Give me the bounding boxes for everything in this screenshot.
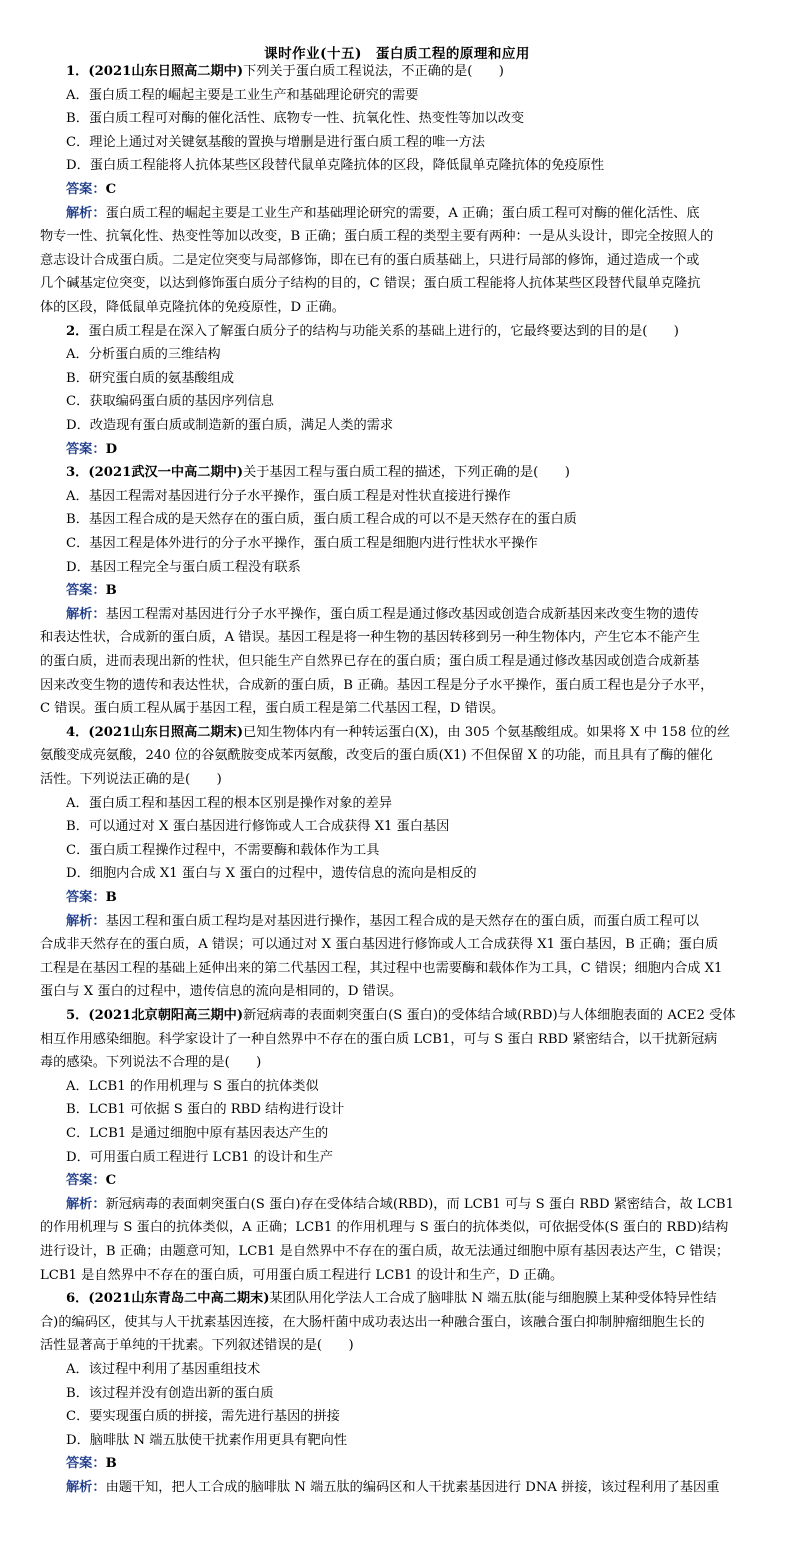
- option-item: [66, 1125, 756, 1143]
- answer-line: [66, 1455, 756, 1473]
- option-item: [66, 511, 756, 529]
- question-number: 5．: [66, 1008, 89, 1023]
- answer-line: [66, 181, 756, 199]
- option-item: [66, 795, 756, 813]
- analysis-line: [66, 205, 756, 223]
- answer-label: 答案：: [66, 182, 106, 197]
- question-stem: [66, 464, 756, 482]
- analysis-text: LCB1 是自然界中不存在的蛋白质，可用蛋白质工程进行 LCB1 的设计和生产，D 正确。: [40, 1267, 564, 1283]
- option-text: A．基因工程需对基因进行分子水平操作，蛋白质工程是对性状直接进行操作: [66, 488, 511, 504]
- question-source: (2021山东日照高二期中): [88, 64, 244, 79]
- question-stem: [40, 1314, 756, 1332]
- analysis-label: 解析：: [66, 205, 106, 221]
- option-text: A．蛋白质工程和基因工程的根本区别是操作对象的差异: [66, 795, 393, 811]
- option-item: [66, 370, 756, 388]
- question-text: 新冠病毒的表面刺突蛋白(S 蛋白)的受体结合域(RBD)与人体细胞表面的 ACE2 受体: [243, 1008, 736, 1023]
- answer-value: B: [105, 583, 117, 599]
- option-text: C．要实现蛋白质的拼接，需先进行基因的拼接: [66, 1409, 340, 1425]
- option-text: D．基因工程完全与蛋白质工程没有联系: [66, 559, 301, 575]
- question-text: 合)的编码区，使其与人干扰素基因连接，在大肠杆菌中成功表达出一种融合蛋白，该融合蛋白抑制肿瘤细胞生长的: [40, 1314, 705, 1330]
- analysis-text: 进行设计，B 正确；由题意可知，LCB1 是自然界中不存在的蛋白质，故无法通过细胞中原有基因表达产生，C 错误；: [40, 1244, 730, 1259]
- analysis-text: 和表达性状，合成新的蛋白质，A 错误。基因工程是将一种生物的基因转移到另一种生物体内，产生它本不能产生: [40, 630, 700, 646]
- answer-value: C: [105, 182, 117, 197]
- analysis-line: [40, 252, 756, 270]
- answer-line: [66, 441, 756, 459]
- answer-label: 答案：: [66, 890, 106, 905]
- answer-line: [66, 1172, 756, 1190]
- analysis-line: [40, 960, 756, 978]
- option-item: [66, 1101, 756, 1119]
- option-item: [66, 110, 756, 128]
- analysis-label: 解析：: [66, 913, 106, 929]
- analysis-line: [40, 700, 756, 718]
- option-text: B．基因工程合成的是天然存在的蛋白质，蛋白质工程合成的可以不是天然存在的蛋白质: [66, 512, 577, 528]
- option-item: [66, 559, 756, 577]
- option-item: [66, 818, 756, 836]
- option-text: C．基因工程是体外进行的分子水平操作，蛋白质工程是细胞内进行性状水平操作: [66, 536, 538, 551]
- option-item: [66, 1385, 756, 1403]
- analysis-text: 蛋白与 X 蛋白的过程中，遗传信息的流向是相同的，D 错误。: [40, 984, 403, 1000]
- option-item: [66, 134, 756, 152]
- question-text: 活性。下列说法正确的是( ): [40, 772, 222, 787]
- question-text: 某团队用化学法人工合成了脑啡肽 N 端五肽(能与细胞膜上某种受体特异性结: [269, 1291, 717, 1307]
- question-stem: [66, 724, 756, 742]
- analysis-label: 解析：: [66, 1480, 106, 1495]
- analysis-text: 基因工程需对基因进行分子水平操作，蛋白质工程是通过修改基因或创造合成新基因来改变生物的遗传: [105, 606, 699, 622]
- option-text: C．获取编码蛋白质的基因序列信息: [66, 394, 274, 410]
- analysis-line: [66, 606, 756, 624]
- option-item: [66, 1149, 756, 1167]
- option-text: D．改造现有蛋白质或制造新的蛋白质，满足人类的需求: [66, 418, 394, 433]
- option-text: B．蛋白质工程可对酶的催化活性、底物专一性、抗氧化性、热变性等加以改变: [66, 111, 525, 127]
- option-item: [66, 1361, 756, 1379]
- analysis-text: 物专一性、抗氧化性、热变性等加以改变，B 正确；蛋白质工程的类型主要有两种：一是从头设计，即完全按照人的: [40, 229, 714, 245]
- answer-value: B: [105, 890, 117, 905]
- answer-value: B: [105, 1456, 117, 1472]
- option-text: A．LCB1 的作用机理与 S 蛋白的抗体类似: [66, 1078, 319, 1094]
- option-item: [66, 417, 756, 435]
- question-source: (2021北京朝阳高三期中): [88, 1008, 244, 1023]
- analysis-line: [40, 677, 756, 695]
- analysis-line: [40, 299, 756, 317]
- question-stem: [40, 747, 756, 765]
- option-item: [66, 1432, 756, 1450]
- analysis-line: [40, 653, 756, 671]
- answer-value: D: [105, 441, 117, 457]
- question-text: 关于基因工程与蛋白质工程的描述，下列正确的是( ): [243, 465, 570, 481]
- option-item: [66, 865, 756, 883]
- answer-label: 答案：: [66, 583, 106, 599]
- answer-label: 答案：: [66, 1456, 106, 1472]
- analysis-line: [40, 1267, 756, 1285]
- question-stem: [40, 1054, 756, 1072]
- analysis-line: [40, 936, 756, 954]
- question-number: 4．: [66, 724, 89, 740]
- analysis-line: [40, 1219, 756, 1237]
- option-text: D．细胞内合成 X1 蛋白与 X 蛋白的过程中，遗传信息的流向是相反的: [66, 866, 477, 882]
- analysis-text: 新冠病毒的表面刺突蛋白(S 蛋白)存在受体结合域(RBD)，而 LCB1 可与 S 蛋白 RBD 紧密结合，故 LCB1: [105, 1196, 734, 1212]
- question-stem: [66, 1290, 756, 1308]
- analysis-label: 解析：: [66, 606, 106, 622]
- analysis-text: 由题干知，把人工合成的脑啡肽 N 端五肽的编码区和人干扰素基因进行 DNA 拼接，该过程利用了基因重: [105, 1480, 720, 1495]
- question-stem: [66, 323, 756, 341]
- analysis-line: [40, 983, 756, 1001]
- option-text: A．分析蛋白质的三维结构: [66, 347, 221, 363]
- question-stem: [66, 1007, 756, 1025]
- option-item: [66, 393, 756, 411]
- option-text: C．LCB1 是通过细胞中原有基因表达产生的: [66, 1126, 329, 1141]
- question-source: (2021山东日照高二期末): [88, 724, 244, 740]
- analysis-line: [40, 1243, 756, 1261]
- option-item: [66, 87, 756, 105]
- option-item: [66, 157, 756, 175]
- question-stem: [40, 1031, 756, 1049]
- page-title: 课时作业(十五) 蛋白质工程的原理和应用: [264, 46, 530, 62]
- option-text: A．蛋白质工程的崛起主要是工业生产和基础理论研究的需要: [66, 87, 419, 103]
- option-item: [66, 346, 756, 364]
- option-text: D．蛋白质工程能将人抗体某些区段替代鼠单克隆抗体的区段，降低鼠单克隆抗体的免疫原性: [66, 158, 605, 174]
- question-number: 6．: [66, 1291, 89, 1307]
- question-number: 3．: [66, 465, 89, 481]
- question-text: 下列关于蛋白质工程说法，不正确的是( ): [243, 64, 504, 79]
- analysis-text: 意志设计合成蛋白质。二是定位突变与局部修饰，即在已有的蛋白质基础上，只进行局部的修饰，通过造成一个或: [40, 252, 700, 268]
- question-text: 毒的感染。下列说法不合理的是( ): [40, 1055, 262, 1071]
- answer-line: [66, 889, 756, 907]
- answer-value: C: [105, 1173, 117, 1189]
- option-text: D．脑啡肽 N 端五肽使干扰素作用更具有靶向性: [66, 1432, 348, 1448]
- option-item: [66, 842, 756, 860]
- option-item: [66, 1078, 756, 1096]
- analysis-line: [66, 1196, 756, 1214]
- analysis-text: 因来改变生物的遗传和表达性状，合成新的蛋白质，B 正确。基因工程是分子水平操作，蛋白质工程也是分子水平，: [40, 677, 714, 693]
- option-text: B．该过程并没有创造出新的蛋白质: [66, 1385, 274, 1401]
- analysis-text: 合成非天然存在的蛋白质，A 错误；可以通过对 X 蛋白基因进行修饰或人工合成获得 X1 蛋白基因，B 正确；蛋白质: [40, 937, 719, 953]
- option-item: [66, 535, 756, 553]
- analysis-line: [40, 629, 756, 647]
- option-text: B．LCB1 可依据 S 蛋白的 RBD 结构进行设计: [66, 1102, 345, 1118]
- answer-line: [66, 582, 756, 600]
- analysis-line: [40, 228, 756, 246]
- analysis-text: 体的区段，降低鼠单克隆抗体的免疫原性，D 正确。: [40, 300, 345, 315]
- analysis-text: 的蛋白质，进而表现出新的性状，但只能生产自然界已存在的蛋白质；蛋白质工程是通过修改基因或创造合成新基: [40, 654, 700, 669]
- question-text: 蛋白质工程是在深入了解蛋白质分子的结构与功能关系的基础上进行的，它最终要达到的目的是( ): [88, 323, 679, 339]
- question-number: 2．: [66, 323, 89, 339]
- question-text: 活性显著高于单纯的干扰素。下列叙述错误的是( ): [40, 1338, 354, 1354]
- question-stem: [66, 63, 756, 81]
- option-item: [66, 488, 756, 506]
- option-text: B．研究蛋白质的氨基酸组成: [66, 370, 234, 386]
- option-text: C．蛋白质工程操作过程中，不需要酶和载体作为工具: [66, 842, 380, 858]
- analysis-text: 几个碱基定位突变，以达到修饰蛋白质分子结构的目的，C 错误；蛋白质工程能将人抗体某些区段替代鼠单克隆抗: [40, 276, 701, 292]
- analysis-line: [40, 275, 756, 293]
- question-source: (2021山东青岛二中高二期末): [88, 1291, 270, 1307]
- option-text: A．该过程中利用了基因重组技术: [66, 1362, 261, 1377]
- analysis-label: 解析：: [66, 1196, 106, 1212]
- analysis-text: C 错误。蛋白质工程从属于基因工程，蛋白质工程是第二代基因工程，D 错误。: [40, 701, 505, 717]
- question-text: 相互作用感染细胞。科学家设计了一种自然界中不存在的蛋白质 LCB1，可与 S 蛋白 RBD 紧密结合，以干扰新冠病: [40, 1031, 718, 1047]
- question-number: 1．: [66, 64, 89, 79]
- analysis-line: [66, 913, 756, 931]
- analysis-text: 工程是在基因工程的基础上延伸出来的第二代基因工程，其过程中也需要酶和载体作为工具，C 错误；细胞内合成 X1: [40, 960, 723, 976]
- option-text: D．可用蛋白质工程进行 LCB1 的设计和生产: [66, 1149, 333, 1165]
- analysis-line: [66, 1479, 756, 1497]
- option-item: [66, 1408, 756, 1426]
- question-text: 已知生物体内有一种转运蛋白(X)，由 305 个氨基酸组成。如果将 X 中 158 位的丝: [243, 724, 731, 740]
- answer-label: 答案：: [66, 441, 106, 457]
- analysis-text: 蛋白质工程的崛起主要是工业生产和基础理论研究的需要，A 正确；蛋白质工程可对酶的催化活性、底: [105, 205, 700, 221]
- analysis-text: 的作用机理与 S 蛋白的抗体类似，A 正确；LCB1 的作用机理与 S 蛋白的抗体类似，可依据受体(S 蛋白的 RBD)结构: [40, 1220, 729, 1236]
- question-stem: [40, 771, 756, 789]
- question-source: (2021武汉一中高二期中): [88, 465, 244, 481]
- option-text: B．可以通过对 X 蛋白基因进行修饰或人工合成获得 X1 蛋白基因: [66, 819, 450, 835]
- option-text: C．理论上通过对关键氨基酸的置换与增删是进行蛋白质工程的唯一方法: [66, 134, 485, 150]
- analysis-text: 基因工程和蛋白质工程均是对基因进行操作，基因工程合成的是天然存在的蛋白质，而蛋白质工程可以: [105, 913, 699, 929]
- answer-label: 答案：: [66, 1173, 106, 1189]
- question-stem: [40, 1337, 756, 1355]
- question-text: 氨酸变成亮氨酸，240 位的谷氨酰胺变成苯丙氨酸，改变后的蛋白质(X1) 不但保留 X 的功能，而且具有了酶的催化: [40, 748, 713, 764]
